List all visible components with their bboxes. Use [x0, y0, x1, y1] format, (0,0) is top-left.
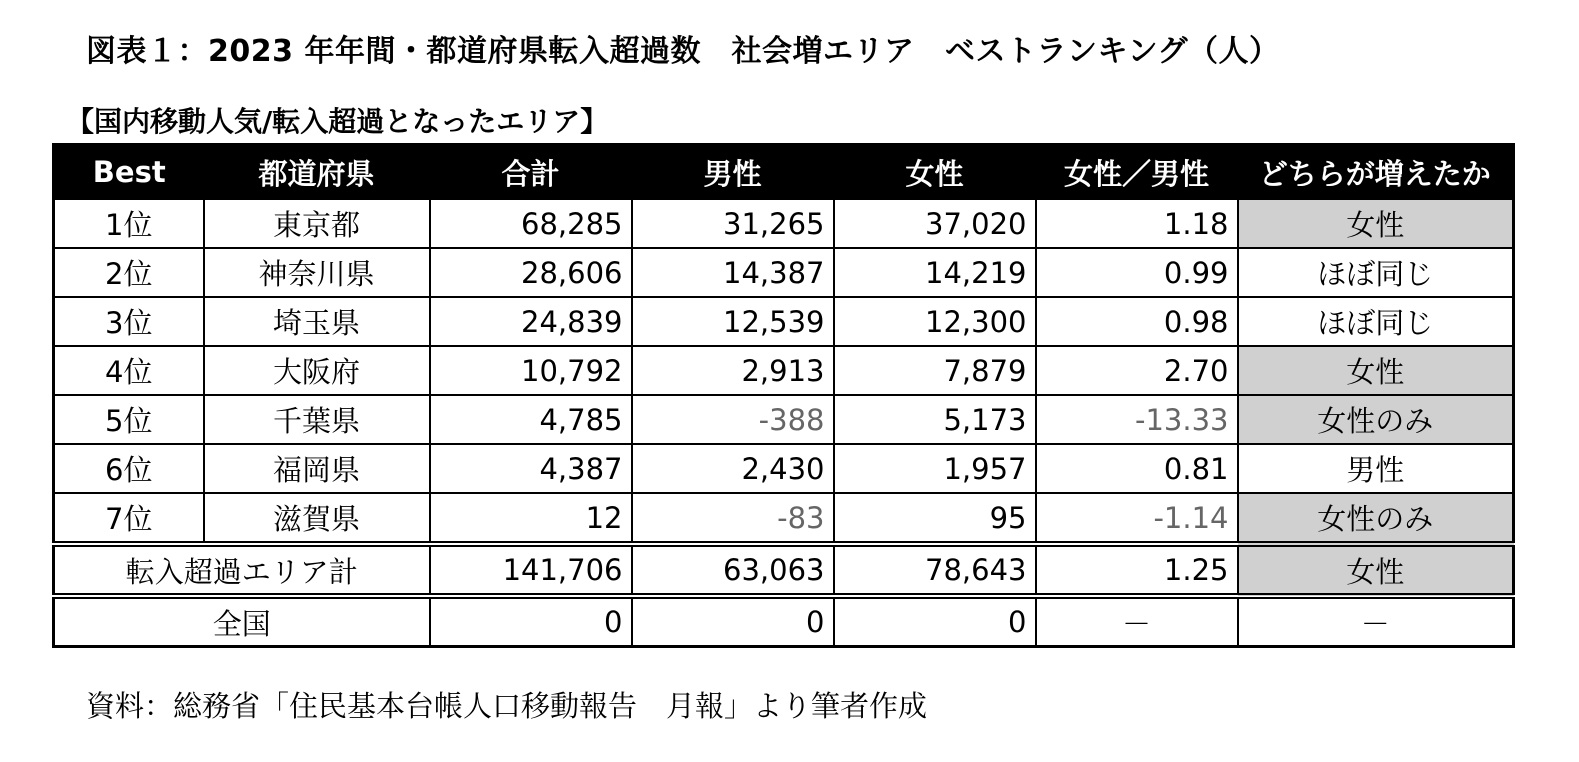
- female-cell: 7,879: [834, 346, 1036, 395]
- female-cell: 37,020: [834, 199, 1036, 248]
- header-male: 男性: [632, 145, 834, 200]
- rank-cell: 2位: [54, 248, 204, 297]
- rank-cell: 5位: [54, 395, 204, 444]
- rank-cell: 1位: [54, 199, 204, 248]
- prefecture-cell: 福岡県: [204, 444, 430, 493]
- male-cell: 12,539: [632, 297, 834, 346]
- male-cell: 14,387: [632, 248, 834, 297]
- which-cell: 女性のみ: [1238, 493, 1514, 544]
- summary-label: 転入超過エリア計: [54, 544, 430, 596]
- table-row: [54, 395, 1514, 444]
- total-cell: 68,285: [430, 199, 632, 248]
- which-cell: 男性: [1238, 444, 1514, 493]
- summary-row: [54, 544, 1514, 596]
- ratio-cell: －: [1036, 596, 1238, 647]
- total-cell: 28,606: [430, 248, 632, 297]
- table-row: [54, 199, 1514, 248]
- prefecture-cell: 埼玉県: [204, 297, 430, 346]
- table-row: [54, 444, 1514, 493]
- ratio-cell: -13.33: [1036, 395, 1238, 444]
- table-row: [54, 346, 1514, 395]
- female-cell: 0: [834, 596, 1036, 647]
- ranking-table: [52, 143, 1515, 648]
- header-total: 合計: [430, 145, 632, 200]
- female-cell: 12,300: [834, 297, 1036, 346]
- female-cell: 78,643: [834, 544, 1036, 596]
- ratio-cell: 0.81: [1036, 444, 1238, 493]
- ratio-cell: -1.14: [1036, 493, 1238, 544]
- total-cell: 24,839: [430, 297, 632, 346]
- total-cell: 12: [430, 493, 632, 544]
- total-cell: 0: [430, 596, 632, 647]
- male-cell: 2,913: [632, 346, 834, 395]
- header-best: Best: [54, 145, 204, 200]
- ratio-cell: 1.25: [1036, 544, 1238, 596]
- which-cell: 女性のみ: [1238, 395, 1514, 444]
- male-cell: 31,265: [632, 199, 834, 248]
- female-cell: 14,219: [834, 248, 1036, 297]
- total-cell: 141,706: [430, 544, 632, 596]
- prefecture-cell: 東京都: [204, 199, 430, 248]
- female-cell: 1,957: [834, 444, 1036, 493]
- which-cell: 女性: [1238, 199, 1514, 248]
- rank-cell: 7位: [54, 493, 204, 544]
- total-cell: 4,785: [430, 395, 632, 444]
- male-cell: -388: [632, 395, 834, 444]
- prefecture-cell: 大阪府: [204, 346, 430, 395]
- male-cell: 2,430: [632, 444, 834, 493]
- table-row: [54, 493, 1514, 544]
- male-cell: 0: [632, 596, 834, 647]
- prefecture-cell: 千葉県: [204, 395, 430, 444]
- which-cell: 女性: [1238, 346, 1514, 395]
- table-row: [54, 248, 1514, 297]
- header-which-increased: どちらが増えたか: [1238, 145, 1514, 200]
- header-ratio: 女性／男性: [1036, 145, 1238, 200]
- total-cell: 4,387: [430, 444, 632, 493]
- rank-cell: 3位: [54, 297, 204, 346]
- total-cell: 10,792: [430, 346, 632, 395]
- table-row: [54, 297, 1514, 346]
- rank-cell: 6位: [54, 444, 204, 493]
- male-cell: 63,063: [632, 544, 834, 596]
- ratio-cell: 0.99: [1036, 248, 1238, 297]
- which-cell: 女性: [1238, 544, 1514, 596]
- ratio-cell: 0.98: [1036, 297, 1238, 346]
- header-prefecture: 都道府県: [204, 145, 430, 200]
- which-cell: ほぼ同じ: [1238, 297, 1514, 346]
- which-cell: －: [1238, 596, 1514, 647]
- which-cell: ほぼ同じ: [1238, 248, 1514, 297]
- ratio-cell: 2.70: [1036, 346, 1238, 395]
- prefecture-cell: 滋賀県: [204, 493, 430, 544]
- male-cell: -83: [632, 493, 834, 544]
- prefecture-cell: 神奈川県: [204, 248, 430, 297]
- female-cell: 95: [834, 493, 1036, 544]
- header-row: [54, 145, 1514, 200]
- source-note: 資料：総務省「住民基本台帳人口移動報告 月報」より筆者作成: [86, 689, 928, 723]
- ratio-cell: 1.18: [1036, 199, 1238, 248]
- nation-label: 全国: [54, 596, 430, 647]
- header-female: 女性: [834, 145, 1036, 200]
- nation-row: [54, 596, 1514, 647]
- rank-cell: 4位: [54, 346, 204, 395]
- female-cell: 5,173: [834, 395, 1036, 444]
- figure-title: 図表１：2023 年年間・都道府県転入超過数 社会増エリア ベストランキング（人）: [86, 34, 1280, 69]
- table-subtitle: 【国内移動人気/転入超過となったエリア】: [66, 105, 609, 138]
